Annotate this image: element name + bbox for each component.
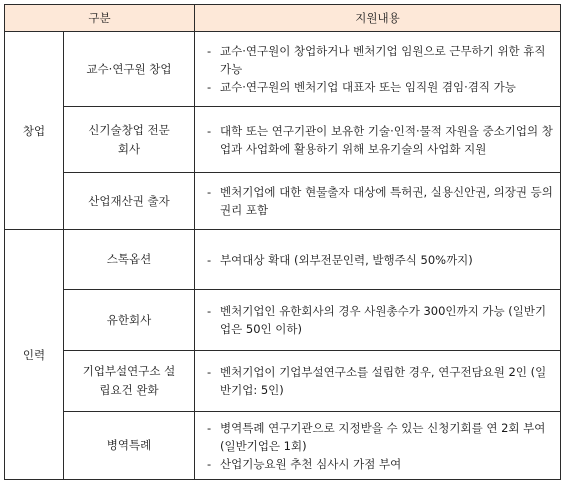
bullet-item: - 벤처기업인 유한회사의 경우 사원총수가 300인까지 가능 (일반기업은 50인 이하) [207,302,554,338]
header-category: 구분 [5,5,195,32]
table-row [5,230,561,290]
row-content [195,351,561,412]
table-row [5,412,561,480]
category-startup: 창업 [5,32,64,230]
bullet-item: - 교수·연구원이 창업하거나 벤처기업 임원으로 근무하기 위한 휴직 가능 [207,42,554,78]
row-label [64,351,195,412]
header-row [5,5,561,32]
row-label: 병역특례 [64,412,195,480]
row-content [195,290,561,351]
bullet-item: - 산업기능요원 추천 심사시 가점 부여 [207,455,554,473]
table-row [5,173,561,230]
bullet-item: - 부여대상 확대 (외부전문인력, 발행주식 50%까지) [207,251,554,269]
header-content: 지원내용 [195,5,561,32]
row-content [195,173,561,230]
bullet-item: - 병역특례 연구기관으로 지정받을 수 있는 신청기회를 연 2회 부여(일반기업은 1회) [207,419,554,455]
bullet-item: - 벤처기업에 대한 현물출자 대상에 특허권, 실용신안권, 의장권 등의 권리 포함 [207,183,554,219]
table-row [5,32,561,107]
table-row [5,290,561,351]
row-content [195,230,561,290]
row-label: 교수·연구원 창업 [64,32,195,107]
row-content [195,32,561,107]
row-label: 유한회사 [64,290,195,351]
row-label: 산업재산권 출자 [64,173,195,230]
row-label-text: 신기술창업 전문회사 [88,122,170,156]
bullet-item: - 대학 또는 연구기관이 보유한 기술·인적·물적 자원을 중소기업의 창업과 사업화에 활용하기 위해 보유기술의 사업화 지원 [207,122,554,158]
support-table [4,4,561,480]
bullet-item: - 벤처기업이 기업부설연구소를 설립한 경우, 연구전담요원 2인 (일반기업: 5인) [207,363,554,399]
row-label: 스톡옵션 [64,230,195,290]
row-content [195,107,561,173]
bullet-item: - 교수·연구원의 벤처기업 대표자 또는 임직원 겸임·겸직 가능 [207,78,554,96]
table-row [5,351,561,412]
table-row [5,107,561,173]
row-content [195,412,561,480]
category-personnel: 인력 [5,230,64,480]
row-label-text: 기업부설연구소 설립요건 완화 [82,364,176,397]
row-label [64,107,195,173]
